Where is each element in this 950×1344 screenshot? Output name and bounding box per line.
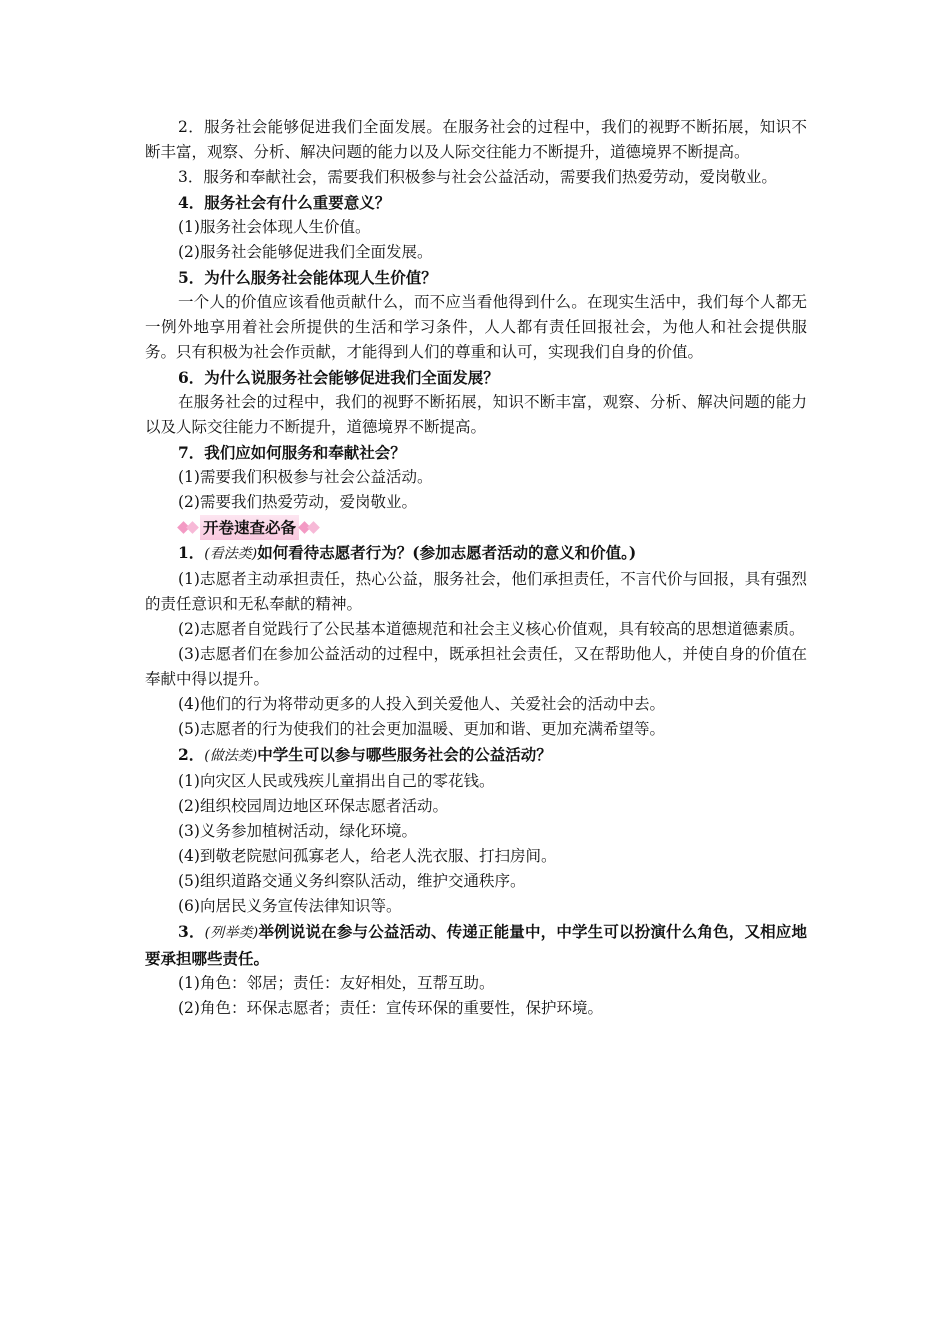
paragraph: 一个人的价值应该看他贡献什么，而不应当看他得到什么。在现实生活中，我们每个人都无一例外地享用着社会所提供的生活和学习条件，人人都有责任回报社会，为他人和社会提供服务。只有积极为社会作贡献，才能得到人们的尊重和认可，实现我们自身的价值。: [145, 293, 807, 361]
document-page: [145, 115, 807, 1021]
question-title: 中学生可以参与哪些服务社会的公益活动？: [257, 745, 552, 764]
question-number: 2．: [178, 745, 205, 764]
list-item: (4)到敬老院慰问孤寡老人，给老人洗衣服、打扫房间。: [178, 847, 557, 865]
question-heading: [145, 742, 807, 769]
question-heading: 5．为什么服务社会能体现人生价值？: [178, 268, 437, 287]
question-number: 1．: [178, 543, 205, 562]
question-type-label: (看法类): [204, 546, 258, 562]
question-heading: 4．服务社会有什么重要意义？: [178, 193, 391, 212]
question-title: 举例说说在参与公益活动、传递正能量中，中学生可以扮演什么角色，又相应地要承担哪些责任。: [145, 922, 807, 968]
paragraph: 2．服务社会能够促进我们全面发展。在服务社会的过程中，我们的视野不断拓展，知识不断丰富，观察、分析、解决问题的能力以及人际交往能力不断提升，道德境界不断提高。: [145, 118, 807, 161]
diamond-left-icon: [178, 521, 200, 535]
list-item: (2)需要我们热爱劳动，爱岗敬业。: [178, 493, 417, 511]
list-item: (5)组织道路交通义务纠察队活动，维护交通秩序。: [178, 872, 526, 890]
list-item: (6)向居民义务宣传法律知识等。: [178, 897, 402, 915]
list-item: (3)志愿者们在参加公益活动的过程中，既承担社会责任，又在帮助他人，并使自身的价值在奉献中得以提升。: [145, 645, 807, 688]
question-heading: [145, 919, 807, 971]
diamond-right-icon: [299, 521, 321, 535]
list-item: (1)向灾区人民或残疾儿童捐出自己的零花钱。: [178, 772, 495, 790]
list-item: (1)角色：邻居；责任：友好相处，互帮互助。: [178, 974, 495, 992]
list-item: (2)志愿者自觉践行了公民基本道德规范和社会主义核心价值观，具有较高的思想道德素质。: [178, 620, 805, 638]
list-item: (3)义务参加植树活动，绿化环境。: [178, 822, 417, 840]
paragraph: 在服务社会的过程中，我们的视野不断拓展，知识不断丰富，观察、分析、解决问题的能力以及人际交往能力不断提升，道德境界不断提高。: [145, 393, 807, 436]
list-item: (5)志愿者的行为使我们的社会更加温暖、更加和谐、更加充满希望等。: [178, 720, 665, 738]
list-item: (4)他们的行为将带动更多的人投入到关爱他人、关爱社会的活动中去。: [178, 695, 665, 713]
list-item: (2)角色：环保志愿者；责任：宣传环保的重要性，保护环境。: [178, 999, 603, 1017]
question-heading: [145, 540, 807, 567]
list-item: (1)志愿者主动承担责任，热心公益，服务社会，他们承担责任，不言代价与回报，具有强烈的责任意识和无私奉献的精神。: [145, 570, 807, 613]
list-item: (1)需要我们积极参与社会公益活动。: [178, 468, 433, 486]
list-item: (2)组织校园周边地区环保志愿者活动。: [178, 797, 448, 815]
section-banner: [178, 515, 807, 540]
banner-title: 开卷速查必备: [200, 515, 299, 540]
question-type-label: (做法类): [204, 748, 258, 764]
paragraph: 3．服务和奉献社会，需要我们积极参与社会公益活动，需要我们热爱劳动，爱岗敬业。: [178, 168, 777, 186]
question-title: 如何看待志愿者行为？(参加志愿者活动的意义和价值。): [257, 543, 637, 562]
question-number: 3．: [178, 922, 205, 941]
question-heading: 6．为什么说服务社会能够促进我们全面发展？: [178, 368, 499, 387]
list-item: (1)服务社会体现人生价值。: [178, 218, 371, 236]
list-item: (2)服务社会能够促进我们全面发展。: [178, 243, 433, 261]
question-heading: 7．我们应如何服务和奉献社会？: [178, 443, 406, 462]
question-type-label: (列举类): [204, 925, 259, 941]
